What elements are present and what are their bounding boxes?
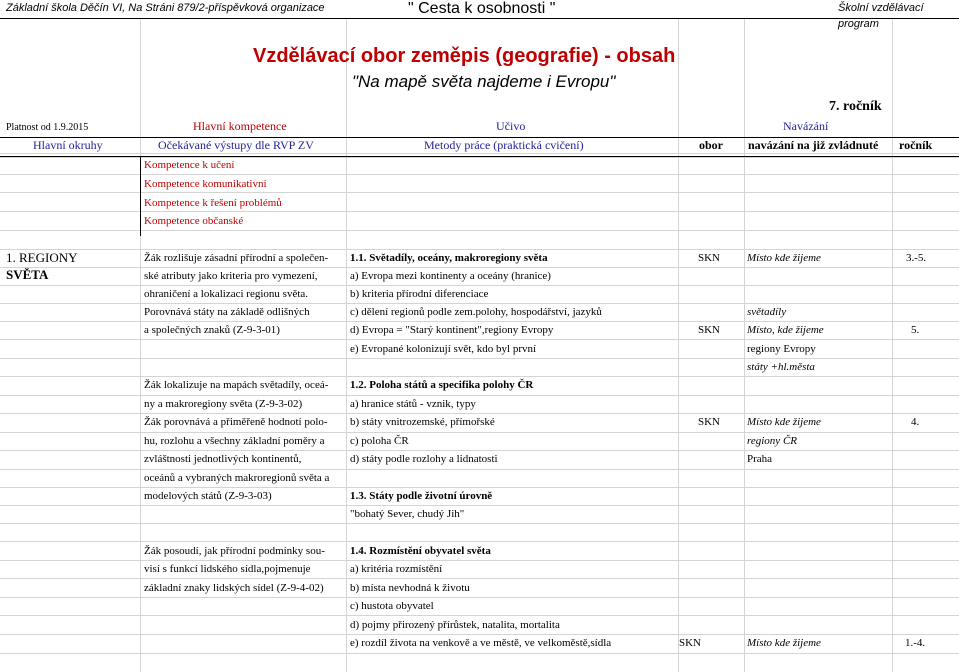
competence-item: Kompetence komunikativní bbox=[144, 178, 267, 190]
output-line: ny a makroregiony světa (Z-9-3-02) bbox=[144, 398, 303, 410]
competence-item: Kompetence k řešení problémů bbox=[144, 197, 282, 209]
output-line: a společných znaků (Z-9-3-01) bbox=[144, 324, 280, 336]
curriculum-item: c) poloha ČR bbox=[350, 435, 409, 447]
link-field: SKN bbox=[698, 252, 721, 264]
curriculum-item: d) pojmy přirozený přírůstek, natalita, mortalita bbox=[350, 619, 560, 631]
output-line: modelových států (Z-9-3-03) bbox=[144, 490, 272, 502]
output-line: hu, rozlohu a všechny základní poměry a bbox=[144, 435, 325, 447]
output-line: základní znaky lidských sídel (Z-9-4-02) bbox=[144, 582, 324, 594]
link-topic: Místo, kde žijeme bbox=[747, 324, 824, 336]
curriculum-item: e) rozdíl života na venkově a ve městě, ve velkoměstě,sídla bbox=[350, 637, 612, 649]
link-topic: Místo kde žijeme bbox=[747, 637, 821, 649]
competence-item: Kompetence občanské bbox=[144, 215, 244, 227]
curriculum-item: "bohatý Sever, chudý Jih" bbox=[350, 508, 465, 520]
section-title: 1. REGIONY bbox=[6, 250, 78, 265]
output-line: zvláštnosti jednotlivých kontinentů, bbox=[144, 453, 302, 465]
curriculum-item: b) místa nevhodná k životu bbox=[350, 582, 470, 594]
curriculum-item: c) dělení regionů podle zem.polohy, hospodářství, jazyků bbox=[350, 306, 602, 318]
header-curriculum: Učivo bbox=[496, 119, 526, 133]
header-links: Navázání bbox=[783, 119, 829, 133]
output-line: ské atributy jako kriteria pro vymezení, bbox=[144, 270, 318, 282]
curriculum-item: a) Evropa mezi kontinenty a oceány (hranice) bbox=[350, 270, 551, 282]
link-topic: státy +hl.města bbox=[747, 361, 815, 373]
link-field: SKN bbox=[698, 324, 721, 336]
header-grade: ročník bbox=[899, 138, 933, 152]
curriculum-item: a) hranice států - vznik, typy bbox=[350, 398, 476, 410]
section-title: SVĚTA bbox=[6, 267, 49, 282]
link-field: SKN bbox=[698, 416, 721, 428]
curriculum-heading: 1.3. Státy podle životní úrovně bbox=[350, 490, 493, 502]
link-grade: 1.-4. bbox=[905, 637, 926, 649]
link-topic: světadíly bbox=[747, 306, 787, 318]
school-name: Základní škola Děčín VI, Na Stráni 879/2-příspěvková organizace bbox=[6, 2, 325, 14]
output-line: visí s funkcí lidského sídla,pojmenuje bbox=[144, 563, 311, 575]
output-line: Žák rozlišuje zásadní přírodní a společen- bbox=[144, 252, 329, 264]
curriculum-item: a) kritéria rozmístění bbox=[350, 563, 443, 575]
link-grade: 5. bbox=[911, 324, 920, 336]
link-grade: 4. bbox=[911, 416, 920, 428]
output-line: Žák porovnává a přiměřeně hodnotí polo- bbox=[144, 416, 328, 428]
link-topic: Místo kde žijeme bbox=[747, 252, 821, 264]
header-field: obor bbox=[699, 138, 723, 152]
validity-date: Platnost od 1.9.2015 bbox=[6, 122, 89, 133]
output-line: Žák posoudí, jak přírodní podmínky sou- bbox=[144, 545, 325, 557]
curriculum-item: e) Evropané kolonizují svět, kdo byl první bbox=[350, 343, 537, 355]
document-motto: " Cesta k osobnosti " bbox=[408, 0, 556, 17]
program-name: Školní vzdělávací program bbox=[838, 2, 924, 30]
output-line: oceánů a vybraných makroregionů světa a bbox=[144, 472, 330, 484]
link-field: SKN bbox=[679, 637, 702, 649]
column-border bbox=[140, 156, 141, 236]
output-line: Žák lokalizuje na mapách světadíly, oceá- bbox=[144, 379, 329, 391]
page-subtitle: "Na mapě světa najdeme i Evropu" bbox=[352, 72, 616, 91]
header-expected-outputs: Očekávané výstupy dle RVP ZV bbox=[158, 138, 314, 152]
link-topic: Praha bbox=[747, 453, 773, 465]
curriculum-item: d) státy podle rozlohy a lidnatosti bbox=[350, 453, 498, 465]
header-main-areas: Hlavní okruhy bbox=[33, 138, 103, 152]
curriculum-item: c) hustota obyvatel bbox=[350, 600, 434, 612]
curriculum-item: b) státy vnitrozemské, přímořské bbox=[350, 416, 495, 428]
curriculum-item: d) Evropa = "Starý kontinent",regiony Evropy bbox=[350, 324, 554, 336]
header-rule bbox=[0, 156, 959, 157]
competence-item: Kompetence k učení bbox=[144, 159, 235, 171]
header-main-competence: Hlavní kompetence bbox=[193, 119, 287, 133]
curriculum-item: b) kriteria přírodní diferenciace bbox=[350, 288, 489, 300]
link-topic: regiony Evropy bbox=[747, 343, 816, 355]
output-line: ohraničení a lokalizaci regionu světa. bbox=[144, 288, 309, 300]
header-prior-knowledge: navázání na již zvládnuté bbox=[748, 138, 879, 152]
header-methods: Metody práce (praktická cvičení) bbox=[424, 138, 584, 152]
grade-label: 7. ročník bbox=[829, 99, 882, 114]
link-topic: Místo kde žijeme bbox=[747, 416, 821, 428]
output-line: Porovnává státy na základě odlišných bbox=[144, 306, 310, 318]
page-title: Vzdělávací obor zeměpis (geografie) - obsah bbox=[253, 45, 676, 67]
link-topic: regiony ČR bbox=[747, 435, 797, 447]
link-grade: 3.-5. bbox=[906, 252, 927, 264]
curriculum-heading: 1.1. Světadíly, oceány, makroregiony světa bbox=[350, 252, 548, 264]
curriculum-heading: 1.2. Poloha států a specifika polohy ČR bbox=[350, 379, 534, 391]
header-top-border bbox=[0, 18, 959, 19]
curriculum-heading: 1.4. Rozmístění obyvatel světa bbox=[350, 545, 491, 557]
